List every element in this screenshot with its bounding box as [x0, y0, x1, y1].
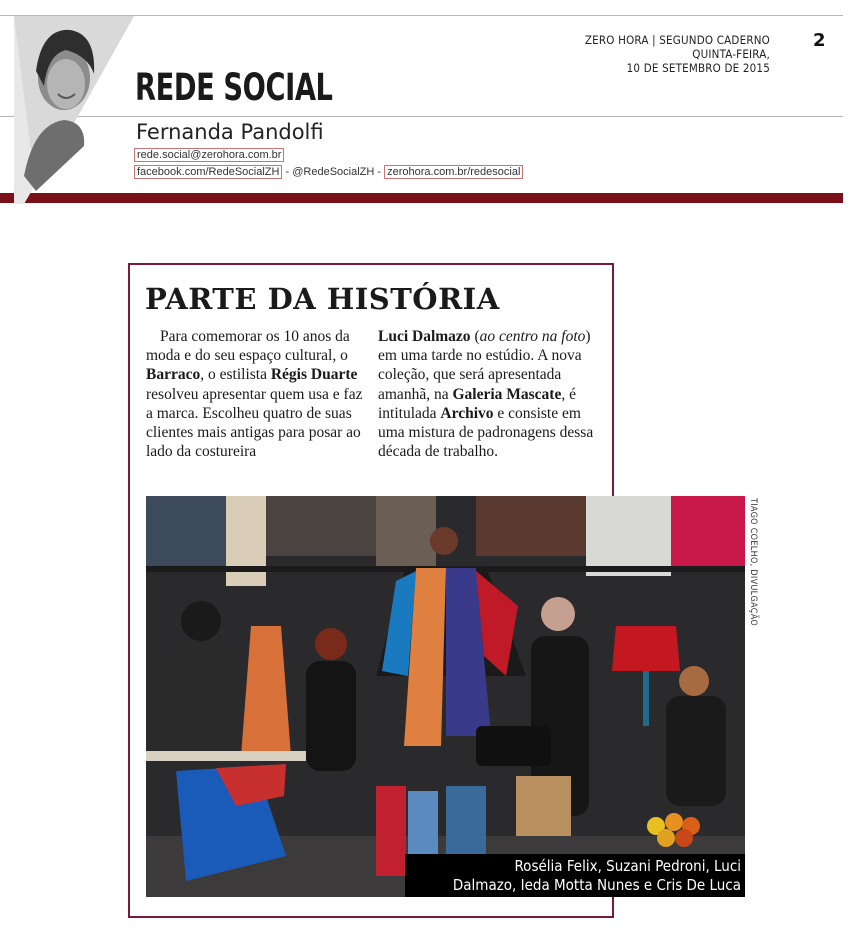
article-column-1	[146, 327, 368, 461]
photo-scene	[146, 496, 745, 897]
body-bold: Barraco	[146, 366, 201, 384]
photo-credit: TIAGO COELHO, DIVULGAÇÃO	[748, 498, 758, 627]
facebook-link[interactable]: facebook.com/RedeSocialZH	[134, 165, 282, 179]
photo-caption	[405, 854, 745, 897]
separator: -	[374, 166, 385, 178]
twitter-handle: @RedeSocialZH	[292, 166, 375, 178]
publication-name: ZERO HORA | SEGUNDO CADERNO	[584, 33, 770, 47]
body-bold: Luci Dalmazo	[378, 328, 471, 345]
header-publication-info	[560, 33, 770, 75]
columnist-portrait	[14, 16, 134, 204]
body-text: resolveu apresentar quem usa e faz a marca. Escolheu quatro de suas clientes mais antigas para posar ao lado da costureira	[146, 385, 363, 461]
body-text: Para comemorar os 10 anos da moda e do seu espaço cultural, o	[146, 328, 350, 365]
article-photo	[146, 496, 745, 897]
body-text: ) em uma tarde no estúdio. A nova coleção, que será apresentada amanhã, na	[378, 328, 591, 403]
page-number: 2	[813, 30, 826, 51]
publication-weekday: QUINTA-FEIRA,	[692, 47, 770, 61]
body-text: , o estilista	[200, 366, 271, 384]
publication-date: 10 DE SETEMBRO DE 2015	[626, 61, 770, 75]
contact-social-line	[134, 166, 523, 178]
caption-line-1: Rosélia Felix, Suzani Pedroni, Luci	[514, 857, 741, 875]
body-bold: Galeria Mascate	[452, 385, 562, 403]
separator: -	[282, 166, 293, 178]
email-link[interactable]: rede.social@zerohora.com.br	[134, 148, 284, 162]
body-bold: Archivo	[440, 404, 494, 422]
body-text: , é intitulada	[378, 385, 576, 422]
body-italic: ao centro na foto	[479, 328, 586, 345]
website-link[interactable]: zerohora.com.br/redesocial	[384, 165, 523, 179]
body-text: (	[470, 328, 480, 345]
body-bold: Régis Duarte	[270, 366, 358, 384]
section-title: REDE SOCIAL	[135, 66, 333, 109]
caption-line-2: Dalmazo, Ieda Motta Nunes e Cris De Luca	[452, 876, 741, 894]
article-headline: PARTE DA HISTÓRIA	[145, 282, 500, 316]
contact-email-line	[134, 149, 284, 161]
body-text: e consiste em uma mistura de padronagens dessa década de trabalho.	[378, 404, 594, 461]
article-column-2	[378, 327, 600, 461]
author-name: Fernanda Pandolfi	[136, 120, 324, 144]
